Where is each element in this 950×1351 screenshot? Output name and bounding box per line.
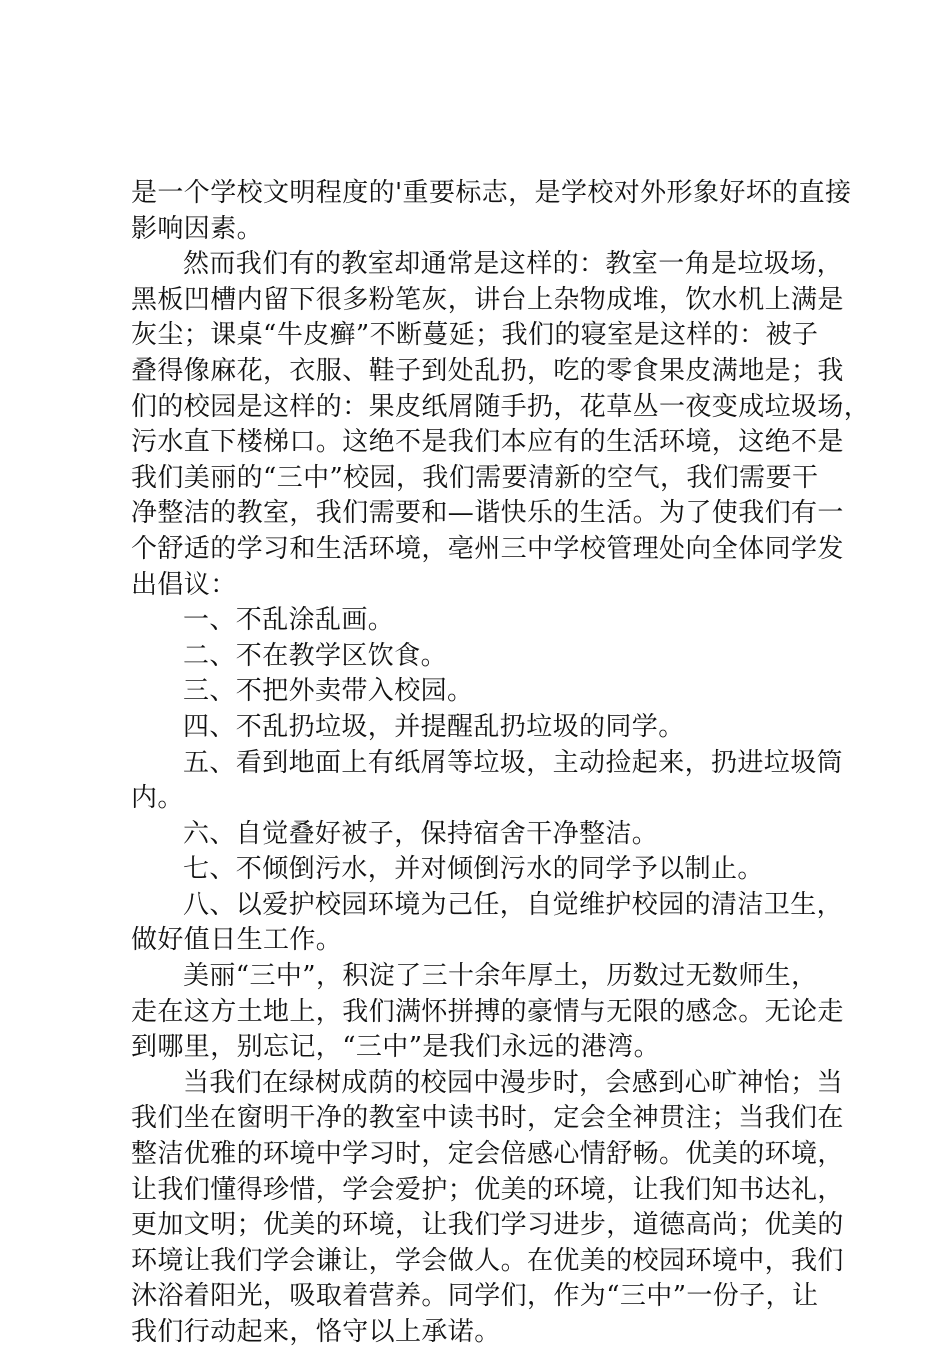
text-line: 影响因素。 bbox=[131, 213, 264, 244]
text-line: 是一个学校文明程度的'重要标志，是学校对外形象好坏的直接 bbox=[131, 178, 852, 208]
text-line: 整洁优雅的环境中学习时，定会倍感心情舒畅。优美的环境， bbox=[131, 1139, 844, 1170]
text-line: 净整洁的教室，我们需要和—谐快乐的生活。为了使我们有一 bbox=[131, 498, 844, 529]
text-line: 我们坐在窗明干净的教室中读书时，定会全神贯注；当我们在 bbox=[131, 1103, 844, 1134]
text-line: 六、自觉叠好被子，保持宿舍干净整洁。 bbox=[183, 818, 659, 849]
document-body bbox=[131, 176, 871, 1351]
text-line: 八、以爱护校园环境为己任，自觉维护校园的清洁卫生， bbox=[183, 889, 844, 920]
text-line: 黑板凹槽内留下很多粉笔灰，讲台上杂物成堆，饮水机上满是 bbox=[131, 284, 844, 315]
text-line: 二、不在教学区饮食。 bbox=[183, 640, 448, 671]
text-line: 们的校园是这样的：果皮纸屑随手扔，花草丛一夜变成垃圾场， bbox=[131, 391, 871, 422]
text-line: 内。 bbox=[131, 783, 184, 814]
text-line: 让我们懂得珍惜，学会爱护；优美的环境，让我们知书达礼， bbox=[131, 1174, 844, 1205]
text-line: 走在这方土地上，我们满怀拼搏的豪情与无限的感念。无论走 bbox=[131, 996, 844, 1027]
text-line: 环境让我们学会谦让，学会做人。在优美的校园环境中，我们 bbox=[131, 1245, 844, 1276]
text-line: 然而我们有的教室却通常是这样的：教室一角是垃圾场， bbox=[183, 249, 844, 280]
text-line: 叠得像麻花，衣服、鞋子到处乱扔，吃的零食果皮满地是；我 bbox=[131, 355, 844, 386]
text-line: 沐浴着阳光，吸取着营养。同学们，作为“三中”一份子，让 bbox=[131, 1281, 819, 1312]
text-line: 我们美丽的“三中”校园，我们需要清新的空气，我们需要干 bbox=[131, 462, 819, 493]
text-line: 个舒适的学习和生活环境，亳州三中学校管理处向全体同学发 bbox=[131, 533, 844, 564]
text-line: 一、不乱涂乱画。 bbox=[183, 605, 395, 636]
text-line: 当我们在绿树成荫的校园中漫步时，会感到心旷神怡；当 bbox=[183, 1067, 844, 1098]
text-line: 五、看到地面上有纸屑等垃圾，主动捡起来，扔进垃圾筒 bbox=[183, 747, 844, 778]
text-line: 出倡议： bbox=[131, 569, 237, 600]
text-line: 到哪里，别忘记，“三中”是我们永远的港湾。 bbox=[131, 1032, 660, 1063]
text-line: 四、不乱扔垃圾，并提醒乱扔垃圾的同学。 bbox=[183, 711, 685, 742]
text-line: 做好值日生工作。 bbox=[131, 925, 343, 956]
text-line: 我们行动起来，恪守以上承诺。 bbox=[131, 1317, 501, 1347]
text-line: 更加文明；优美的环境，让我们学习进步，道德高尚；优美的 bbox=[131, 1210, 844, 1241]
text-line: 七、不倾倒污水，并对倾倒污水的同学予以制止。 bbox=[183, 854, 764, 885]
text-line: 美丽“三中”，积淀了三十余年厚土，历数过无数师生， bbox=[183, 961, 818, 992]
text-line: 三、不把外卖带入校园。 bbox=[183, 676, 474, 707]
text-line: 污水直下楼梯口。这绝不是我们本应有的生活环境，这绝不是 bbox=[131, 427, 844, 458]
text-line: 灰尘；课桌“牛皮癣”不断蔓延；我们的寝室是这样的：被子 bbox=[131, 320, 819, 351]
